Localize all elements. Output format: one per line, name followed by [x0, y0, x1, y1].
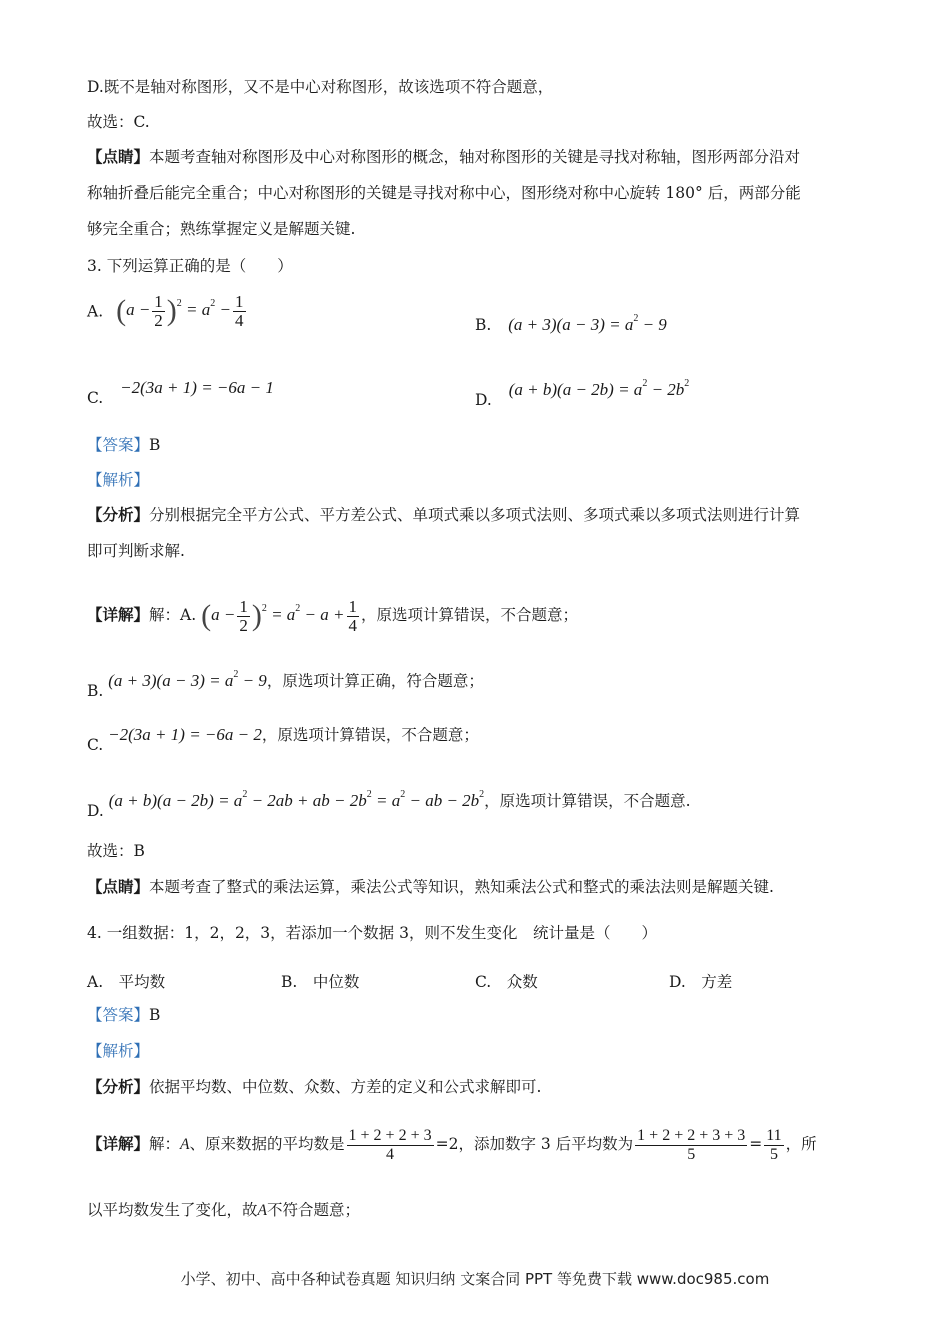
note-line-2: 称轴折叠后能完全重合；中心对称图形的关键是寻找对称中心，图形绕对称中心旋转 180° 后，两部分能: [87, 184, 801, 202]
guxuan-3: 故选：B: [87, 842, 145, 860]
xiangjie-tag: 【详解】: [87, 605, 150, 624]
option-b-formula: $(a + 3)(a - 3) = a^2 - 9$: [508, 313, 667, 334]
fraction-numerator: 11: [766, 1126, 782, 1144]
answer-value: B: [149, 1006, 161, 1024]
note-tag: 【点睛】: [87, 877, 150, 896]
xj-c-label: C.: [87, 736, 104, 754]
note-line-3: 够完全重合；熟练掌握定义是解题关键.: [87, 220, 356, 238]
note-text: 本题考查轴对称图形及中心对称图形的概念，轴对称图形的关键是寻找对称轴，图形两部分沿对: [149, 148, 801, 166]
answer-4: [87, 1004, 160, 1026]
answer-3: [87, 434, 160, 456]
analysis-tag: 【解析】: [87, 471, 150, 489]
fenxi-3: [87, 504, 800, 526]
xj-b-label: B.: [87, 682, 104, 700]
paragraph-option-d-conclusion: D.既不是轴对称图形，又不是中心对称图形，故该选项不符合题意，: [87, 78, 554, 96]
q3-option-a: [87, 293, 248, 330]
q4-option-c: C. 众数: [475, 973, 538, 991]
fraction-new-mean: [635, 1127, 747, 1164]
answer-value: B: [149, 436, 161, 454]
answer-tag: 【答案】: [87, 436, 150, 454]
fenxi-3-line-2: 即可判断求解.: [87, 542, 185, 560]
xj-a-pre: 解：A.: [149, 606, 197, 624]
option-a-formula: (a − $\frac{1}{2}$ )$^2 = a^2$ − $\frac{1}{4}$: [116, 292, 244, 330]
fraction-numerator: 1 + 2 + 2 + 3: [348, 1126, 432, 1144]
fraction-numerator: 1 + 2 + 2 + 3 + 3: [637, 1126, 746, 1144]
xiangjie-tag: 【详解】: [87, 1134, 150, 1153]
q4-option-d: D. 方差: [669, 973, 733, 991]
xj-d-label: D.: [87, 802, 104, 820]
xiangjie-3-d: [87, 784, 691, 822]
xiangjie-4-line-2: [87, 1199, 360, 1222]
page-footer: 小学、初中、高中各种试卷真题 知识归纳 文案合同 PPT 等免费下载 www.doc985.com: [180, 1270, 770, 1288]
option-label: D.: [475, 391, 492, 409]
xj-c-post: ，原选项计算错误，不合题意；: [261, 726, 479, 744]
xj-d-post: ，原选项计算错误，不合题意.: [484, 792, 691, 810]
xj-d-formula: $(a + b)(a - 2b) = a^2 - 2ab$ + ab − $2b^2 = a^2$ − ab − $2b^2$: [108, 789, 485, 810]
option-d-formula: $(a + b)(a - 2b) = a^2 - 2b^2$: [508, 378, 690, 399]
fraction-denominator: 4: [386, 1145, 395, 1163]
option-label: B.: [475, 316, 492, 334]
xj-c-formula: −2(3a + 1) = −6a − 2: [108, 725, 262, 744]
xj4-mid2: =2，添加数字 3 后平均数为: [435, 1135, 634, 1153]
xj-a-formula: (a − $\frac{1}{2}$ )$^2 = a^2 - a$ + $\frac{1}{4}$: [201, 596, 357, 635]
xj4-mid3: ，所: [785, 1135, 817, 1153]
xj4-l2-end: 不符合题意；: [266, 1201, 360, 1219]
xiangjie-4: 【详解】解：A、原来数据的平均数是 $\frac{1 + 2 + 2 + 3}{4}$ =2，添加数字 3 后平均数为 $\frac{1 + 2 + 2 + 3 + 3}{5}$ = $\frac{11}{5}$ ，所: [87, 1126, 817, 1163]
xiangjie-3-c: [87, 724, 479, 756]
note-text: 本题考查了整式的乘法运算，乘法公式等知识，熟知乘法公式和整式的乘法法则是解题关键.: [149, 878, 774, 896]
q3-option-c: [87, 378, 274, 407]
fraction-original-mean: [347, 1127, 434, 1164]
xj-b-post: ，原选项计算正确，符合题意；: [266, 672, 484, 690]
note-tag: 【点睛】: [87, 147, 150, 166]
question-4-stem: 4. 一组数据：1，2，2，3，若添加一个数据 3，则不发生变化 统计量是（ ）: [87, 924, 657, 942]
q3-option-d: [475, 378, 689, 409]
fenxi-text: 依据平均数、中位数、众数、方差的定义和公式求解即可.: [149, 1078, 542, 1096]
var-a: A: [180, 1136, 190, 1153]
fraction-denominator: 5: [769, 1145, 778, 1163]
fraction-result: [764, 1127, 783, 1164]
fenxi-4: [87, 1076, 541, 1098]
xj4-pre: 解：: [149, 1135, 181, 1153]
xj4-l2: 以平均数发生了变化，故: [87, 1201, 258, 1219]
fraction-denominator: 5: [687, 1145, 696, 1163]
xj-a-post: ，原选项计算错误，不合题意；: [361, 606, 579, 624]
fenxi-tag: 【分析】: [87, 1077, 150, 1096]
fenxi-tag: 【分析】: [87, 505, 150, 524]
question-3-stem: 3. 下列运算正确的是（ ）: [87, 257, 293, 275]
fenxi-text: 分别根据完全平方公式、平方差公式、单项式乘以多项式法则、多项式乘以多项式法则进行计算: [149, 506, 801, 524]
q4-option-b: B. 中位数: [281, 973, 360, 991]
var-a: A: [257, 1202, 267, 1219]
xiangjie-3-a: [87, 594, 578, 635]
xiangjie-3-b: [87, 664, 484, 702]
option-c-formula: −2(3a + 1) = −6a − 1: [120, 378, 274, 397]
option-label: A.: [87, 302, 104, 321]
answer-tag: 【答案】: [87, 1006, 150, 1024]
choose-line: 故选：C.: [87, 113, 150, 131]
xj-b-formula: $(a + 3)(a - 3) = a^2 - 9$: [108, 669, 267, 690]
xj4-mid1: 、原来数据的平均数是: [189, 1135, 345, 1153]
analysis-tag-4: 【解析】: [87, 1042, 150, 1060]
note-paragraph-1: [87, 146, 800, 168]
note-3: [87, 876, 774, 898]
option-label: C.: [87, 389, 104, 407]
q3-option-b: [475, 313, 667, 335]
q4-option-a: A. 平均数: [87, 973, 166, 991]
